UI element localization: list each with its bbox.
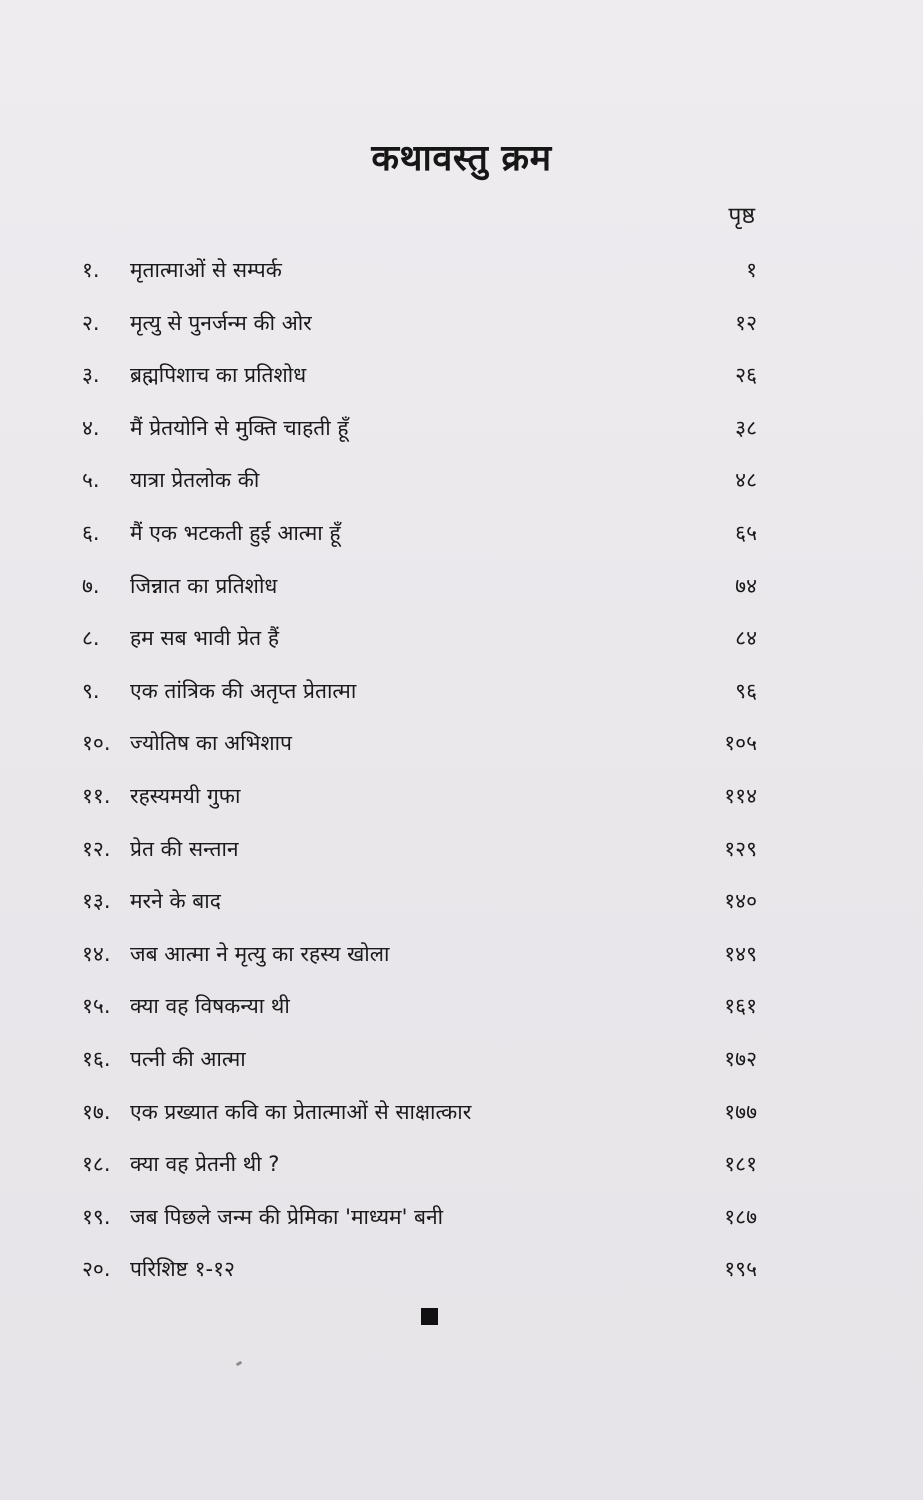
toc-entry-number: २०. (82, 1257, 111, 1282)
toc-entry (82, 823, 757, 876)
toc-entry (82, 612, 757, 665)
toc-entry-page: १४० (724, 889, 757, 914)
toc-entry-number: ५. (82, 468, 100, 493)
toc-entry (82, 717, 757, 770)
toc-entry-page: ११४ (724, 783, 757, 808)
toc-entry (82, 560, 757, 613)
toc-entry-page: ३८ (735, 415, 757, 440)
toc-entry-number: १९. (82, 1204, 111, 1229)
toc-entry (82, 1138, 757, 1191)
toc-entry-number: ९. (82, 678, 100, 703)
toc-entry (82, 928, 757, 981)
paper-speck (236, 1361, 243, 1367)
toc-entry-number: १२. (82, 836, 111, 861)
toc-entry-number: ७. (82, 573, 100, 598)
toc-entry-number: १८. (82, 1152, 111, 1177)
toc-entry-number: १०. (82, 731, 111, 756)
toc-entry-page: १७७ (724, 1099, 757, 1124)
toc-entry-title: जिन्नात का प्रतिशोध (130, 573, 278, 598)
end-square-mark (421, 1308, 438, 1325)
toc-entry-number: १६. (82, 1046, 111, 1071)
toc-entry (82, 1243, 757, 1296)
toc-entry-title: मैं प्रेतयोनि से मुक्ति चाहती हूँ (130, 415, 349, 440)
toc-entry-page: ८४ (735, 626, 757, 651)
toc-entry-page: ७४ (735, 573, 757, 598)
toc-entry-page: १६१ (724, 994, 757, 1019)
toc-entry-title: एक प्रख्यात कवि का प्रेतात्माओं से साक्षात्कार (130, 1099, 472, 1124)
toc-entry-number: १३. (82, 889, 111, 914)
toc-entry-title: जब आत्मा ने मृत्यु का रहस्य खोला (130, 941, 390, 966)
toc-entry-title: रहस्यमयी गुफा (130, 783, 241, 808)
toc-entry-title: ज्योतिष का अभिशाप (130, 731, 292, 756)
toc-entry (82, 402, 757, 455)
toc-entry-title: हम सब भावी प्रेत हैं (130, 626, 279, 651)
toc-entry-number: १७. (82, 1099, 111, 1124)
page-column-label: पृष्ठ (728, 203, 755, 229)
toc-entry-title: यात्रा प्रेतलोक की (130, 468, 260, 493)
toc-entry (82, 770, 757, 823)
toc-entry-page: १०५ (724, 731, 757, 756)
toc-entry-title: परिशिष्ट १-१२ (130, 1257, 235, 1282)
toc-entry-title: पत्नी की आत्मा (130, 1046, 246, 1071)
toc-entry-page: ९६ (735, 678, 757, 703)
toc-entry (82, 875, 757, 928)
toc-entry-page: १२ (735, 310, 757, 335)
toc-entry-title: मृतात्माओं से सम्पर्क (130, 258, 282, 282)
toc-entry-number: ६. (82, 520, 100, 545)
toc-entry-number: १५. (82, 994, 111, 1019)
toc-entry-title: एक तांत्रिक की अतृप्त प्रेतात्मा (130, 678, 357, 703)
toc-entry (82, 1033, 757, 1086)
toc-entry-title: मरने के बाद (130, 889, 221, 914)
toc-entry-number: ११. (82, 783, 111, 808)
toc-entry-page: १९५ (724, 1257, 757, 1282)
toc-entry-page: १७२ (724, 1046, 757, 1071)
toc-entry (82, 454, 757, 507)
toc-entry (82, 980, 757, 1033)
toc-entry (82, 297, 757, 350)
toc-entry-page: ४८ (735, 468, 757, 493)
toc-entry-number: ८. (82, 626, 100, 651)
toc-entry-page: १२९ (724, 836, 757, 861)
toc-entry-title: क्या वह प्रेतनी थी ? (130, 1152, 280, 1177)
toc-entry-page: १४९ (724, 941, 757, 966)
toc-entry-title: मैं एक भटकती हुई आत्मा हूँ (130, 520, 341, 545)
toc-entry-title: जब पिछले जन्म की प्रेमिका 'माध्यम' बनी (130, 1204, 444, 1229)
toc-entry-page: २६ (735, 363, 757, 388)
toc-entry-title: ब्रह्मपिशाच का प्रतिशोध (130, 363, 307, 388)
toc-entry-title: प्रेत की सन्तान (130, 836, 239, 861)
toc-entry-page: १८१ (724, 1152, 757, 1177)
toc-entry-page: १८७ (724, 1204, 757, 1229)
toc-entry-title: मृत्यु से पुनर्जन्म की ओर (130, 310, 312, 335)
toc-entry-number: १. (82, 258, 100, 282)
toc-entry (82, 1191, 757, 1244)
toc-entry-number: ४. (82, 415, 100, 440)
toc-entry-number: ३. (82, 363, 100, 388)
toc-entry-page: ६५ (735, 520, 757, 545)
table-of-contents (82, 244, 757, 1296)
toc-entry (82, 1086, 757, 1139)
toc-entry-page: १ (746, 258, 757, 282)
toc-entry-title: क्या वह विषकन्या थी (130, 994, 290, 1019)
toc-entry-number: १४. (82, 941, 111, 966)
toc-entry (82, 349, 757, 402)
page-title: कथावस्तु क्रम (371, 138, 552, 179)
toc-entry (82, 507, 757, 560)
toc-entry-number: २. (82, 310, 100, 335)
toc-entry (82, 665, 757, 718)
toc-entry (82, 244, 757, 297)
